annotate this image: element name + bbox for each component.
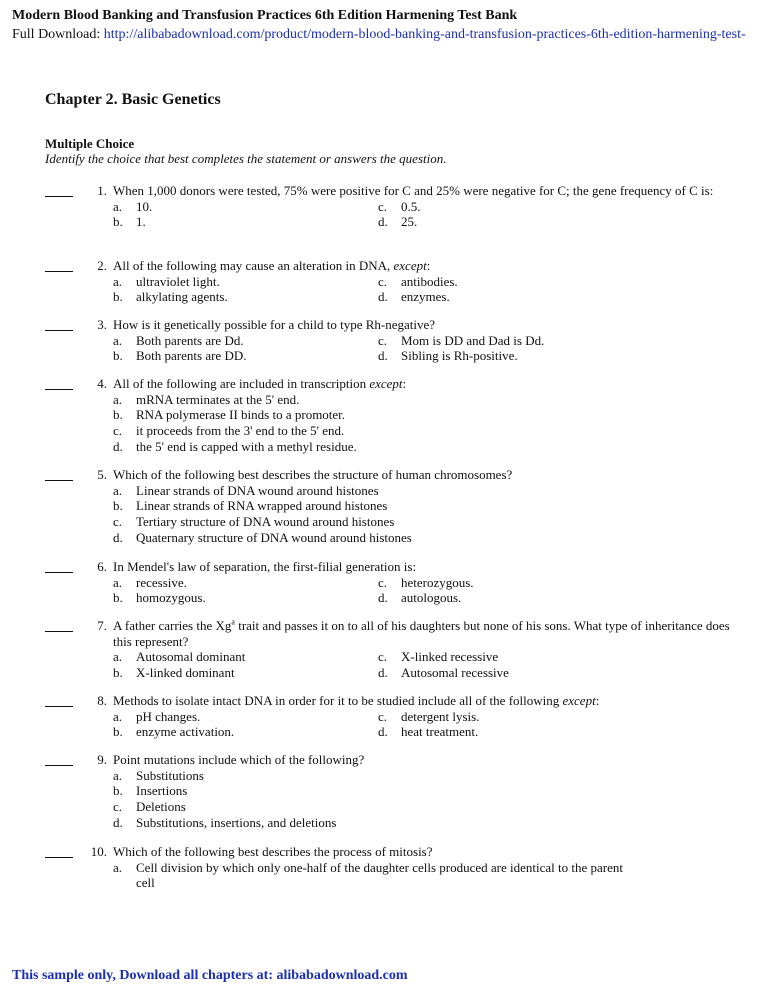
option-d: d. autologous.: [378, 590, 462, 606]
option-d: d. Quaternary structure of DNA wound around histones: [113, 529, 412, 545]
question-7: [45, 618, 735, 681]
option-a: a. Autosomal dominant: [113, 649, 246, 665]
option-d: d. the 5' end is capped with a methyl residue.: [113, 438, 357, 454]
answer-blank[interactable]: [45, 183, 73, 197]
question-number: 7.: [97, 618, 107, 633]
option-a: a. Substitutions: [113, 767, 204, 783]
question-stem: How is it genetically possible for a child to type Rh-negative?: [113, 317, 436, 332]
option-c: c. antibodies.: [378, 273, 458, 289]
option-c: c. it proceeds from the 3' end to the 5' end.: [113, 423, 345, 439]
answer-blank[interactable]: [45, 559, 73, 573]
option-a: a. pH changes.: [113, 708, 201, 724]
download-link[interactable]: http://alibabadownload.com/product/modern-blood-banking-and-transfusion-practices-6th-edition-harmening-test-: [103, 27, 746, 42]
option-b: b. homozygous.: [113, 590, 206, 606]
question-9: [45, 752, 735, 831]
option-c: c. heterozygous.: [378, 574, 474, 590]
option-c: c. X-linked recessive: [378, 649, 499, 665]
option-d: d. enzymes.: [378, 289, 450, 305]
section-instruction: Identify the choice that best completes the statement or answers the question.: [45, 151, 447, 166]
option-d: d. Autosomal recessive: [378, 665, 509, 681]
section-title: Multiple Choice: [45, 136, 135, 151]
question-4: [45, 376, 735, 455]
option-b: b. alkylating agents.: [113, 289, 228, 305]
option-b: b. enzyme activation.: [113, 724, 235, 740]
option-a: a. Both parents are Dd.: [113, 332, 244, 348]
question-stem: When 1,000 donors were tested, 75% were positive for C and 25% were negative for C; the gene frequency of C is:: [113, 183, 714, 198]
answer-blank[interactable]: [45, 258, 73, 272]
question-6: [45, 559, 735, 606]
question-number: 5.: [97, 467, 107, 482]
answer-blank[interactable]: [45, 317, 73, 331]
option-a: a. 10.: [113, 198, 153, 214]
answer-blank[interactable]: [45, 844, 73, 858]
option-c: c. detergent lysis.: [378, 708, 480, 724]
option-b: b. Insertions: [113, 783, 188, 799]
option-c: c. Tertiary structure of DNA wound around histones: [113, 514, 395, 530]
option-a: a. mRNA terminates at the 5' end.: [113, 391, 300, 407]
question-number: 1.: [97, 183, 107, 198]
footer-download-note[interactable]: This sample only, Download all chapters at: alibabadownload.com: [12, 968, 408, 983]
question-stem: A father carries the Xg$^a$ trait and passes it on to all of his daughters but none of his sons. What type of inheritance does this represent?: [113, 617, 730, 649]
question-stem: All of the following are included in transcription except:: [113, 376, 407, 391]
option-a: a. ultraviolet light.: [113, 273, 220, 289]
option-d: d. heat treatment.: [378, 724, 479, 740]
download-label: Full Download:: [12, 27, 101, 42]
option-a: a. recessive.: [113, 574, 187, 590]
chapter-title: Chapter 2. Basic Genetics: [45, 91, 221, 108]
question-3: [45, 317, 735, 364]
question-number: 9.: [97, 752, 107, 767]
question-10: [45, 844, 735, 891]
question-number: 3.: [97, 317, 107, 332]
option-a: a. Linear strands of DNA wound around histones: [113, 482, 379, 498]
answer-blank[interactable]: [45, 618, 73, 632]
question-1: [45, 183, 735, 230]
answer-blank[interactable]: [45, 467, 73, 481]
option-d: d. 25.: [378, 214, 418, 230]
option-b: b. Linear strands of RNA wrapped around histones: [113, 498, 388, 514]
question-5: [45, 467, 735, 546]
answer-blank[interactable]: [45, 752, 73, 766]
option-a: a. Cell division by which only one-half of the daughter cells produced are identical to the parent cell: [113, 859, 623, 891]
question-number: 2.: [97, 258, 107, 273]
question-number: 8.: [97, 693, 107, 708]
option-b: b. RNA polymerase II binds to a promoter.: [113, 407, 346, 423]
answer-blank[interactable]: [45, 693, 73, 707]
option-b: b. 1.: [113, 214, 146, 230]
answer-blank[interactable]: [45, 376, 73, 390]
question-number: 6.: [97, 559, 107, 574]
question-stem: In Mendel's law of separation, the first-filial generation is:: [113, 559, 417, 574]
question-stem: All of the following may cause an alteration in DNA, except:: [113, 258, 431, 273]
option-b: b. X-linked dominant: [113, 665, 235, 681]
option-c: c. 0.5.: [378, 198, 421, 214]
download-line: [12, 27, 768, 43]
question-number: 4.: [97, 376, 107, 391]
question-8: [45, 693, 735, 740]
question-stem: Which of the following best describes the process of mitosis?: [113, 844, 433, 859]
document-header-title: Modern Blood Banking and Transfusion Practices 6th Edition Harmening Test Bank: [12, 8, 518, 23]
option-c: c. Mom is DD and Dad is Dd.: [378, 332, 545, 348]
question-2: [45, 258, 735, 305]
question-stem: Methods to isolate intact DNA in order for it to be studied include all of the following except:: [113, 693, 600, 708]
option-d: d. Sibling is Rh-positive.: [378, 348, 518, 364]
option-d: d. Substitutions, insertions, and deletions: [113, 814, 337, 830]
option-b: b. Both parents are DD.: [113, 348, 247, 364]
question-stem: Point mutations include which of the following?: [113, 752, 365, 767]
question-stem: Which of the following best describes the structure of human chromosomes?: [113, 467, 513, 482]
option-c: c. Deletions: [113, 799, 186, 815]
question-number: 10.: [90, 844, 107, 859]
